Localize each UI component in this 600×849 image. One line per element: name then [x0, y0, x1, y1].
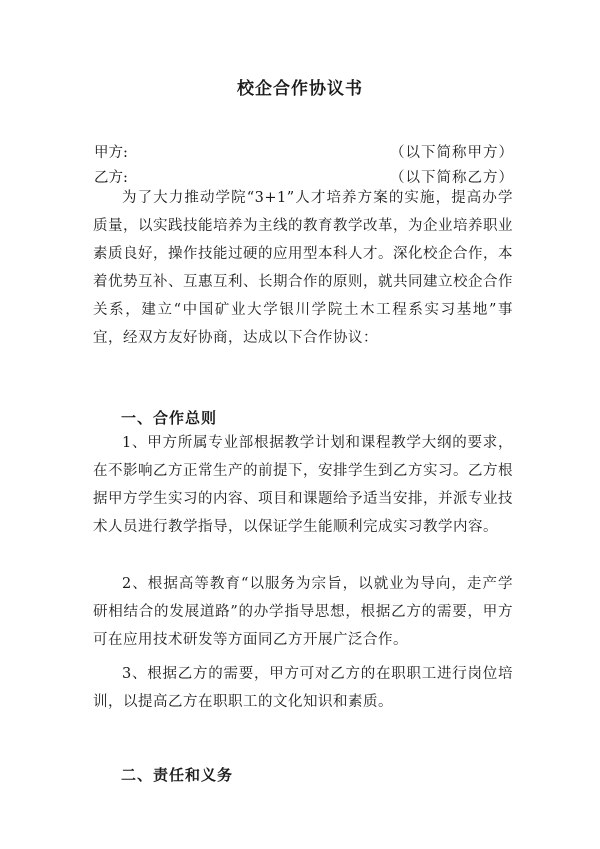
- clause-paragraph: 1、甲方所属专业部根据教学计划和课程教学大纲的要求，在不影响乙方正常生产的前提下，安排学生到乙方实习。乙方根据甲方学生实习的内容、项目和课题给予适当安排，并派专业技术人员进行教学指导，以保证学生能顺利完成实习教学内容。: [93, 435, 513, 535]
- clause-paragraph: 3、根据乙方的需要，甲方可对乙方的在职职工进行岗位培训，以提高乙方在职职工的文化知识和素质。: [93, 666, 513, 710]
- party-a-label: 甲方:: [94, 145, 128, 161]
- document-title: 校企合作协议书: [237, 79, 363, 99]
- party-b-label: 乙方:: [94, 170, 128, 186]
- party-a-line: [94, 141, 514, 163]
- intro-paragraph: 为了大力推动学院“3+1”人才培养方案的实施，提高办学质量，以实践技能培养为主线的教育教学改革，为企业培养职业素质良好，操作技能过硬的应用型本科人才。深化校企合作，本着优势互补、互惠互利、长期合作的原则，就共同建立校企合作关系，建立“中国矿业大学银川学院土木工程系实习基地”事宜，经双方友好协商，达成以下合作协议：: [93, 190, 513, 346]
- clause-paragraph: 2、根据高等教育“以服务为宗旨，以就业为导向，走产学研相结合的发展道路”的办学指导思想，根据乙方的需要，甲方可在应用技术研发等方面同乙方开展广泛合作。: [93, 576, 513, 648]
- section-heading-general: 一、合作总则: [121, 409, 218, 427]
- party-b-note: （以下简称乙方）: [390, 170, 514, 186]
- party-a-note: （以下简称甲方）: [390, 145, 514, 161]
- section-heading-responsibilities: 二、责任和义务: [121, 766, 234, 784]
